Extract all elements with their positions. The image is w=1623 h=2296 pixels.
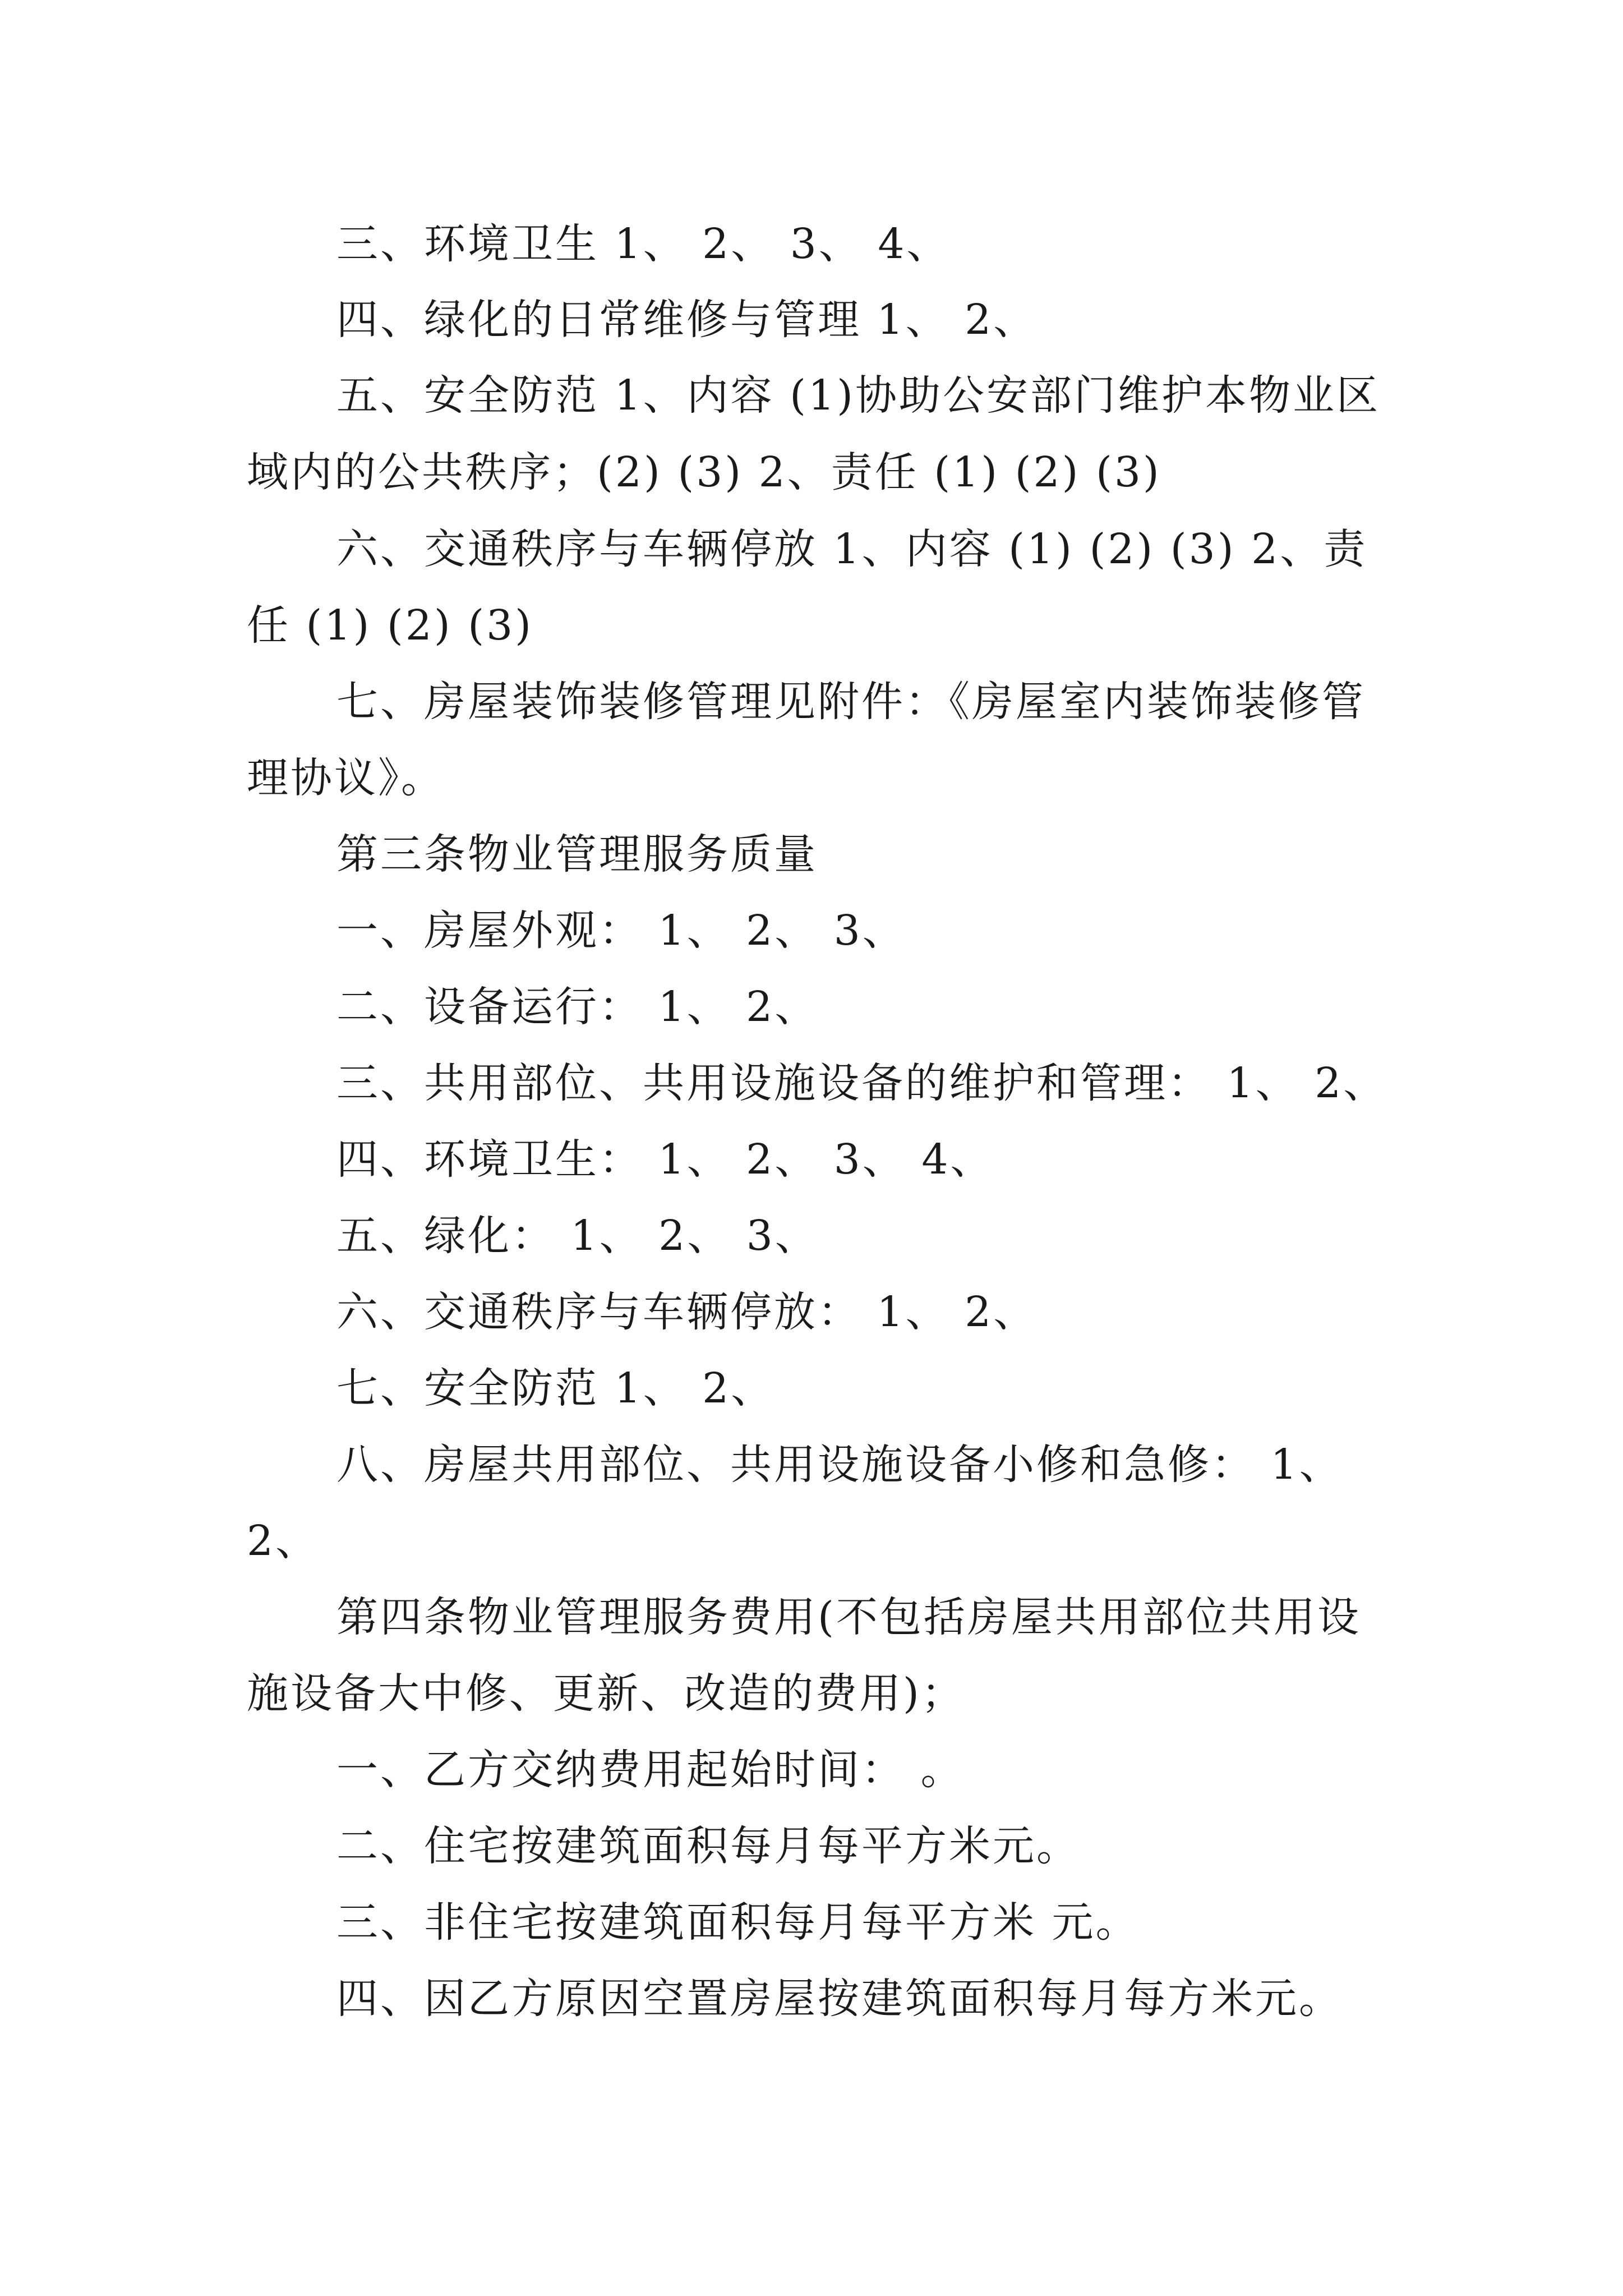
text-line: 任 (1) (2) (3) <box>247 601 534 650</box>
text-line: 六、交通秩序与车辆停放： 1、 2、 <box>336 1288 1038 1336</box>
text-line: 八、房屋共用部位、共用设施设备小修和急修： 1、 <box>336 1441 1343 1489</box>
text-line: 一、乙方交纳费用起始时间： 。 <box>336 1746 965 1794</box>
text-line: 二、设备运行： 1、 2、 <box>336 983 819 1031</box>
text-line: 五、绿化： 1、 2、 3、 <box>336 1212 819 1260</box>
text-line: 三、共用部位、共用设施设备的维护和管理： 1、 2、 <box>336 1059 1387 1107</box>
text-line: 三、非住宅按建筑面积每月每平方米 元。 <box>336 1898 1140 1947</box>
text-line: 七、安全防范 1、 2、 <box>336 1364 775 1412</box>
text-line: 四、因乙方原因空置房屋按建筑面积每月每方米元。 <box>336 1975 1343 2023</box>
text-line: 四、绿化的日常维修与管理 1、 2、 <box>336 296 1038 344</box>
text-line: 一、房屋外观： 1、 2、 3、 <box>336 907 906 955</box>
text-line: 二、住宅按建筑面积每月每平方米元。 <box>336 1822 1080 1870</box>
text-line: 七、房屋装饰装修管理见附件：《房屋室内装饰装修管 <box>336 678 1366 726</box>
section-heading: 第四条物业管理服务费用(不包括房屋共用部位共用设 <box>336 1593 1361 1641</box>
text-line: 三、环境卫生 1、 2、 3、 4、 <box>336 220 951 268</box>
text-line: 施设备大中修、更新、改造的费用)； <box>247 1669 965 1718</box>
text-line: 四、环境卫生： 1、 2、 3、 4、 <box>336 1135 994 1184</box>
text-line: 理协议》。 <box>247 754 445 802</box>
text-line: 2、 <box>247 1517 320 1565</box>
text-line: 五、安全防范 1、内容 (1)协助公安部门维护本物业区 <box>336 371 1380 420</box>
text-line: 域内的公共秩序；(2) (3) 2、责任 (1) (2) (3) <box>247 448 1161 496</box>
section-heading: 第三条物业管理服务质量 <box>336 830 818 878</box>
text-line: 六、交通秩序与车辆停放 1、内容 (1) (2) (3) 2、责 <box>336 525 1368 573</box>
